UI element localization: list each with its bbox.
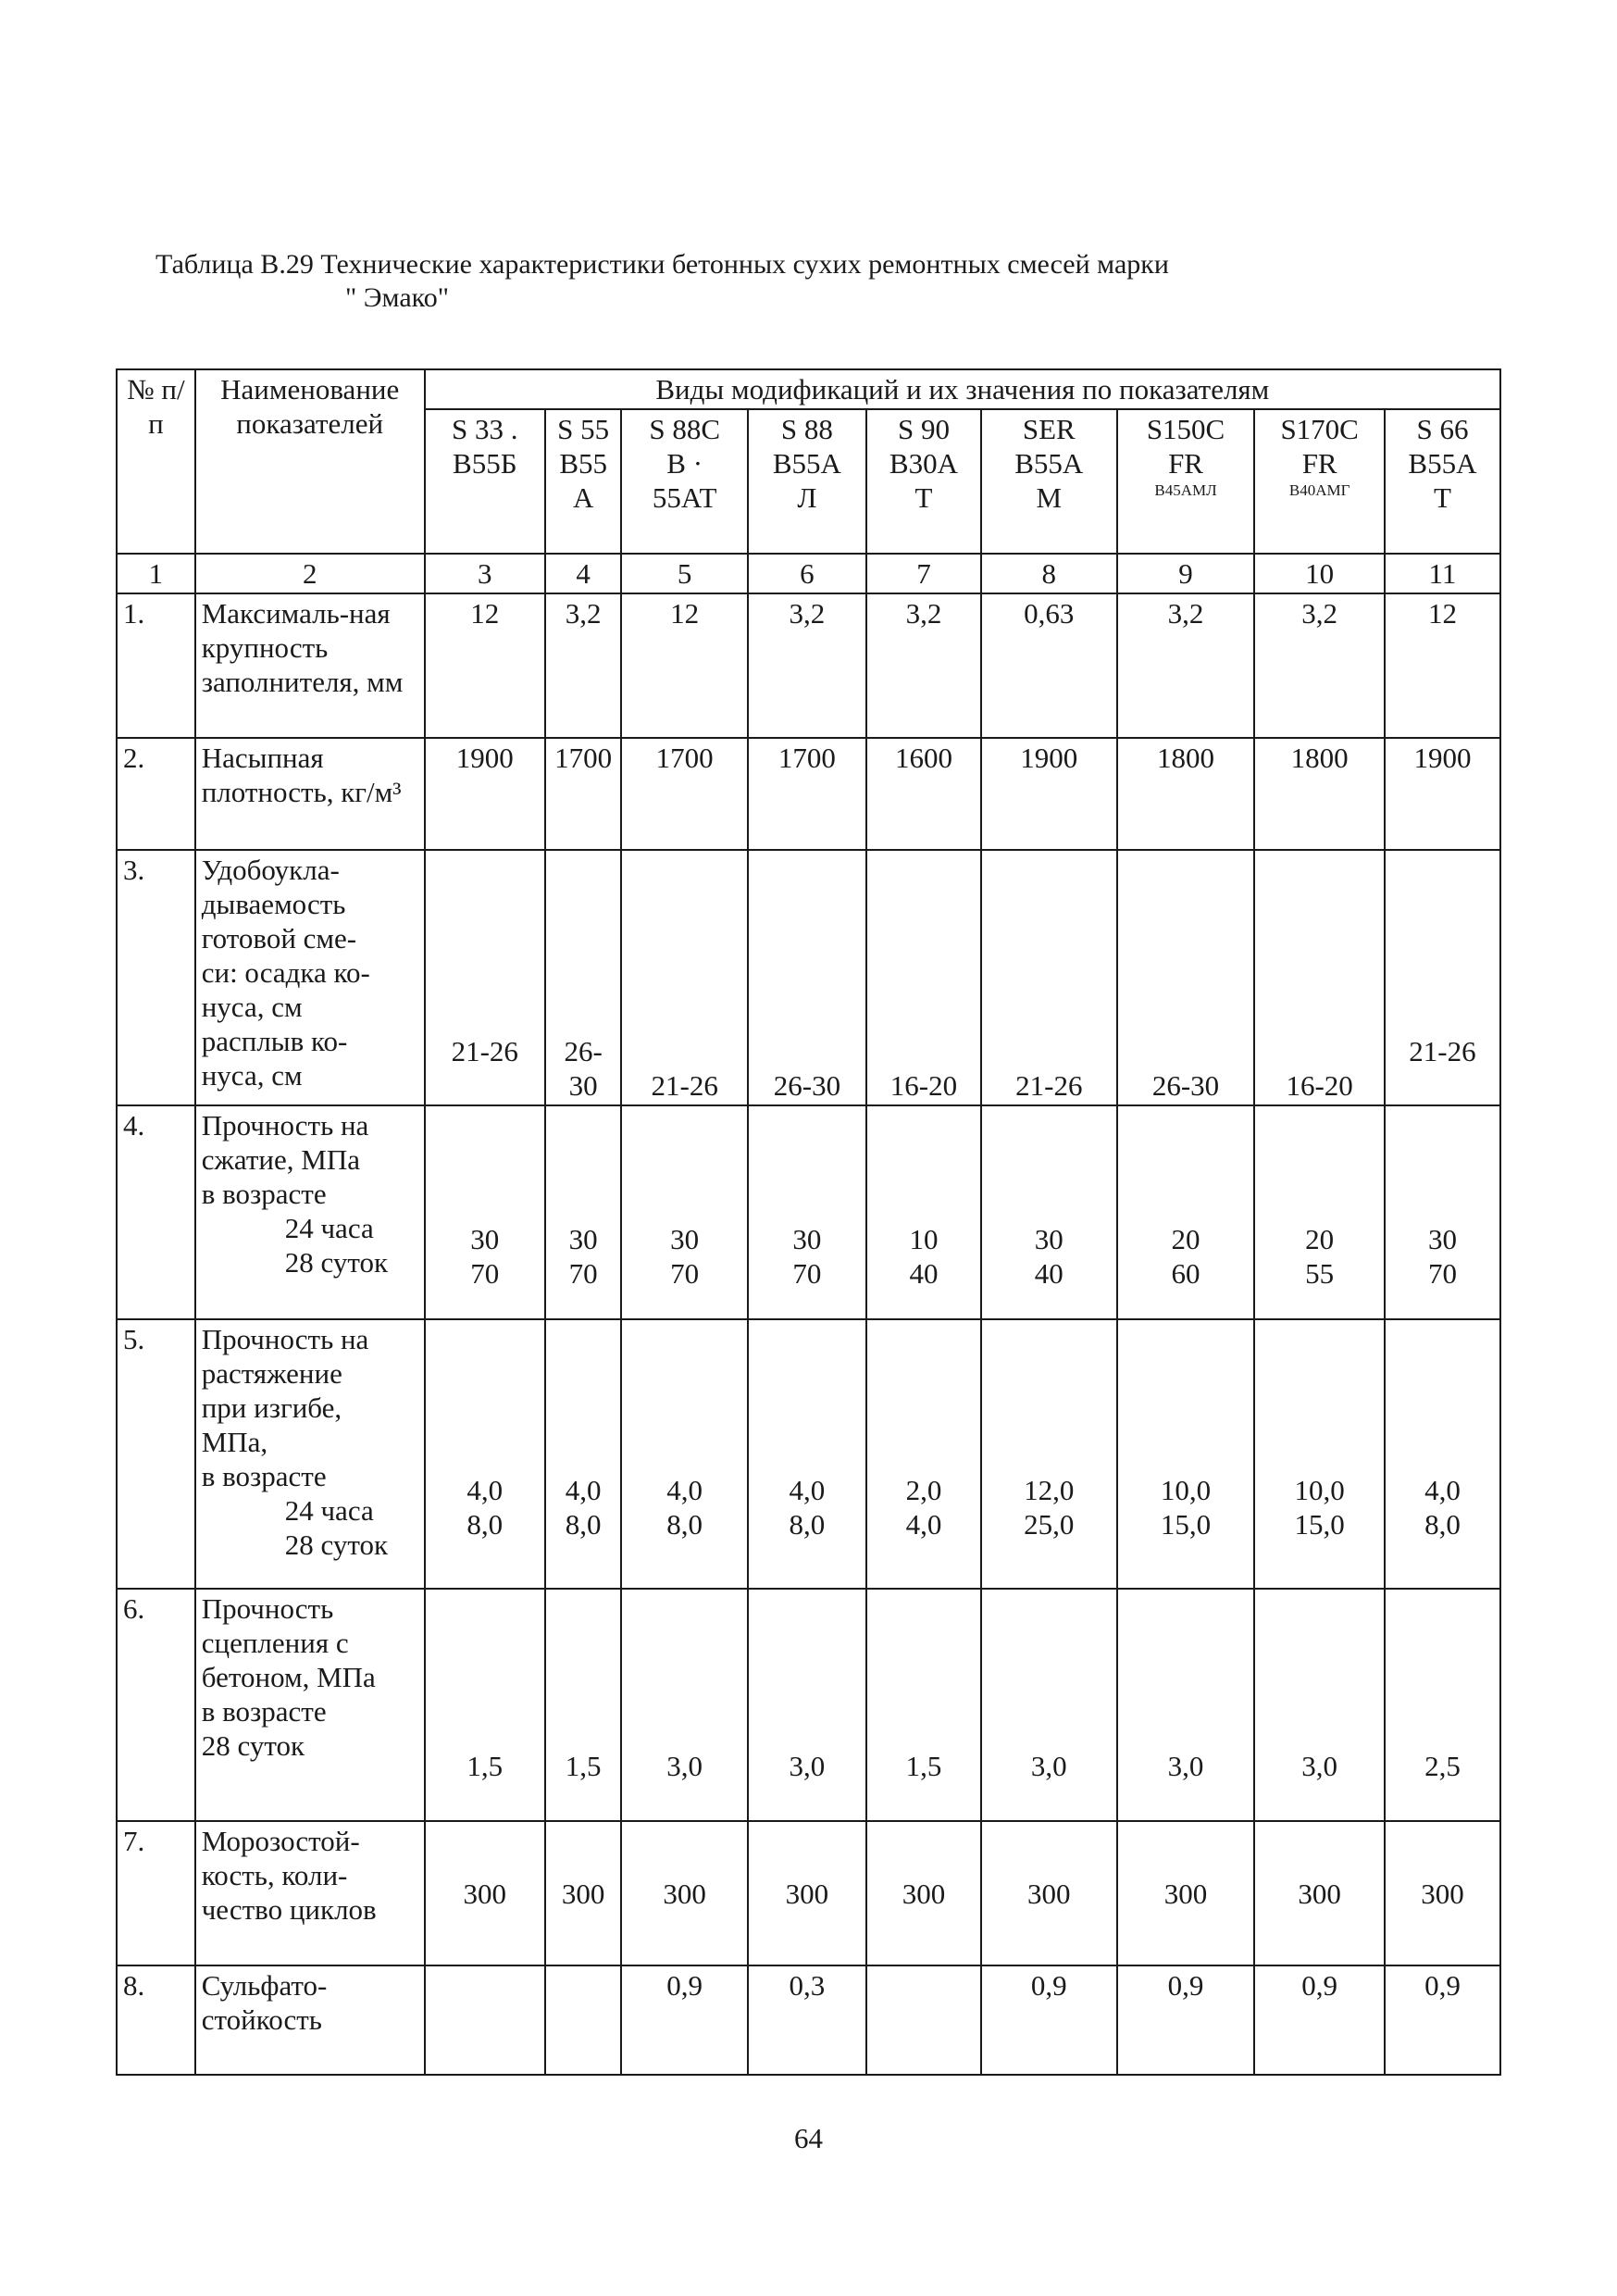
row-name-line: нуса, см (201, 1059, 303, 1092)
value-24h: 4,0 (1424, 1474, 1461, 1506)
row-name-line: кость, коли- (201, 1859, 348, 1891)
value-24h: 30 (1427, 1223, 1457, 1255)
value-cell: 0,9 (981, 1965, 1117, 2075)
value-28d: 70 (792, 1257, 822, 1290)
index-cell: 7 (866, 554, 981, 593)
table-row (117, 593, 1500, 738)
index-cell: 5 (621, 554, 747, 593)
osadka-value: 21-26 (1409, 1035, 1476, 1067)
table-row (117, 1965, 1500, 2075)
value-cell: 1,5 (545, 1589, 622, 1821)
row-name-line: Прочность на (201, 1323, 369, 1355)
column-code: В40АМГ (1288, 481, 1350, 499)
index-cell: 2 (195, 554, 425, 593)
row-name: Насыпная плотность, кг/м³ (195, 738, 425, 850)
row-name-line: сжатие, МПа (201, 1143, 360, 1176)
row-name-line: нуса, см (201, 991, 303, 1023)
index-row (117, 554, 1500, 593)
rasplyv-value: 26-30 (1151, 1069, 1220, 1102)
column-code: S 88С (649, 413, 720, 445)
value-28d: 55 (1305, 1257, 1335, 1290)
value-cell (425, 1319, 545, 1589)
row-name (195, 850, 425, 1105)
column-code: В55Б (453, 447, 517, 480)
table-row (117, 1319, 1500, 1589)
value-cell: 3,0 (748, 1589, 866, 1821)
column-code: 55АТ (652, 481, 717, 514)
value-cell: 0,9 (621, 1965, 747, 2075)
value-28d: 8,0 (789, 1508, 826, 1541)
column-header (748, 409, 866, 554)
header-group: Виды модификаций и их значения по показателям (425, 369, 1500, 409)
row-num: 6. (117, 1589, 195, 1821)
index-cell: 11 (1385, 554, 1500, 593)
column-header (1117, 409, 1255, 554)
index-cell: 9 (1117, 554, 1255, 593)
column-code: В55А (1014, 447, 1084, 480)
value-24h: 30 (792, 1223, 822, 1255)
column-header (1385, 409, 1500, 554)
value-cell: 0,63 (981, 593, 1117, 738)
column-header (621, 409, 747, 554)
value-cell: 3,2 (748, 593, 866, 738)
row-name-line: в возрасте (201, 1178, 327, 1210)
column-header (866, 409, 981, 554)
value-cell: 1,5 (866, 1589, 981, 1821)
row-num: 3. (117, 850, 195, 1105)
value-24h: 30 (670, 1223, 700, 1255)
value-cell: 300 (866, 1821, 981, 1965)
value-cell: 300 (1385, 1821, 1500, 1965)
value-cell: 3,2 (1254, 593, 1385, 738)
value-cell: 0,9 (1254, 1965, 1385, 2075)
value-cell: 1800 (1117, 738, 1255, 850)
row-name-line: в возрасте (201, 1695, 327, 1728)
row-num: 4. (117, 1105, 195, 1319)
value-24h: 10,0 (1294, 1474, 1345, 1506)
osadka-value (1124, 1034, 1249, 1068)
rasplyv-value: 21-26 (651, 1069, 718, 1102)
value-cell: 3,0 (1117, 1589, 1255, 1821)
value-28d: 70 (670, 1257, 700, 1290)
value-cell: 12 (621, 593, 747, 738)
value-28d: 60 (1171, 1257, 1200, 1290)
row-num: 5. (117, 1319, 195, 1589)
value-cell (1385, 850, 1500, 1105)
row-name (195, 1319, 425, 1589)
table-row (117, 1105, 1500, 1319)
row-num: 7. (117, 1821, 195, 1965)
row-name-line: 28 суток (201, 1729, 305, 1762)
row-name-line: си: осадка ко- (201, 956, 370, 989)
value-cell (1385, 1105, 1500, 1319)
value-28d: 40 (1034, 1257, 1063, 1290)
page-number: 64 (794, 2122, 823, 2154)
row-name-line: растяжение (201, 1357, 342, 1390)
value-24h: 10,0 (1160, 1474, 1212, 1506)
column-code: S 33 . (452, 413, 518, 445)
row-sub-label: 28 суток (284, 1246, 389, 1279)
column-header (1254, 409, 1385, 554)
value-28d: 8,0 (466, 1508, 504, 1541)
row-name (195, 1965, 425, 2075)
column-code: В55А (1408, 447, 1477, 480)
value-28d: 8,0 (565, 1508, 602, 1541)
value-24h: 30 (470, 1223, 500, 1255)
index-cell: 6 (748, 554, 866, 593)
value-28d: 4,0 (905, 1508, 942, 1541)
value-cell (866, 1319, 981, 1589)
column-header (425, 409, 545, 554)
index-cell: 4 (545, 554, 622, 593)
value-cell: 1600 (866, 738, 981, 850)
index-cell: 10 (1254, 554, 1385, 593)
row-num: 1. (117, 593, 195, 738)
value-24h: 30 (1034, 1223, 1063, 1255)
value-cell (1385, 1319, 1500, 1589)
value-cell (1254, 850, 1385, 1105)
row-num: 8. (117, 1965, 195, 2075)
value-cell: 1900 (1385, 738, 1500, 850)
column-code: В30А (889, 447, 958, 480)
column-code: В · (666, 447, 703, 480)
index-cell: 8 (981, 554, 1117, 593)
row-name-line: Прочность (201, 1592, 334, 1625)
value-28d: 8,0 (1424, 1508, 1461, 1541)
value-24h: 20 (1171, 1223, 1200, 1255)
value-cell (866, 1105, 981, 1319)
value-cell (748, 1319, 866, 1589)
value-cell (866, 1965, 981, 2075)
column-code: В45АМЛ (1154, 481, 1217, 499)
table-row (117, 850, 1500, 1105)
value-cell: 0,9 (1117, 1965, 1255, 2075)
osadka-value: 21-26 (451, 1035, 518, 1067)
row-name-line: готовой сме- (201, 922, 357, 955)
column-code: А (572, 481, 594, 514)
value-cell: 1,5 (425, 1589, 545, 1821)
value-cell: 0,9 (1385, 1965, 1500, 2075)
value-cell: 1700 (621, 738, 747, 850)
row-name-line: Сульфато- (201, 1969, 328, 2002)
value-cell: 3,0 (981, 1589, 1117, 1821)
index-cell: 1 (117, 554, 195, 593)
value-cell (621, 850, 747, 1105)
row-name-line: дываемость (201, 888, 346, 920)
index-cell: 3 (425, 554, 545, 593)
row-name-line: в возрасте (201, 1460, 327, 1492)
rasplyv-value: 16-20 (1286, 1069, 1353, 1102)
value-cell: 3,0 (621, 1589, 747, 1821)
value-28d: 15,0 (1294, 1508, 1345, 1541)
value-cell: 300 (425, 1821, 545, 1965)
row-sub-label: 24 часа (284, 1212, 374, 1244)
header-num: № п/п (117, 369, 195, 554)
osadka-value (988, 1034, 1111, 1068)
value-cell (981, 1319, 1117, 1589)
value-cell: 300 (545, 1821, 622, 1965)
table-row (117, 1821, 1500, 1965)
value-cell: 3,2 (1117, 593, 1255, 738)
row-name: Максималь-ная крупность заполнителя, мм (195, 593, 425, 738)
value-24h: 4,0 (666, 1474, 703, 1506)
row-name (195, 1821, 425, 1965)
value-cell: 3,2 (866, 593, 981, 738)
value-cell (545, 850, 622, 1105)
column-header (981, 409, 1117, 554)
value-cell: 12 (425, 593, 545, 738)
value-cell: 3,0 (1254, 1589, 1385, 1821)
column-code: S 66 (1416, 413, 1469, 445)
row-name (195, 1589, 425, 1821)
header-name: Наименование показателей (195, 369, 425, 554)
value-cell (425, 850, 545, 1105)
row-name-line: Морозостой- (201, 1825, 360, 1857)
value-cell: 2,5 (1385, 1589, 1500, 1821)
row-name-line: чество циклов (201, 1893, 377, 1926)
row-name-line: при изгибе, (201, 1391, 342, 1424)
table-caption (155, 248, 1169, 315)
value-cell (981, 850, 1117, 1105)
column-code: S 55 (557, 413, 610, 445)
row-name-line: Удобоукла- (201, 854, 340, 886)
value-cell (621, 1319, 747, 1589)
column-code: В55 (559, 447, 607, 480)
value-28d: 40 (909, 1257, 939, 1290)
caption-line-2: " Эмако" (345, 282, 449, 313)
value-24h: 4,0 (466, 1474, 504, 1506)
osadka-value (754, 1034, 860, 1068)
caption-line-1: Таблица В.29 Технические характеристики бетонных сухих ремонтных смесей марки (155, 249, 1169, 280)
value-cell: 1900 (425, 738, 545, 850)
column-code: Т (1433, 481, 1451, 514)
column-code: S 90 (897, 413, 950, 445)
column-code: Л (797, 481, 817, 514)
table-row (117, 1589, 1500, 1821)
row-sub-label: 24 часа (284, 1494, 374, 1527)
column-code: FR (1168, 447, 1203, 480)
value-cell (425, 1965, 545, 2075)
value-cell (545, 1105, 622, 1319)
value-24h: 12,0 (1024, 1474, 1075, 1506)
row-name-line: бетоном, МПа (201, 1661, 376, 1693)
column-code: SER (1022, 413, 1076, 445)
rasplyv-value: 16-20 (889, 1069, 958, 1102)
value-cell: 12 (1385, 593, 1500, 738)
value-cell: 0,3 (748, 1965, 866, 2075)
osadka-value (552, 1000, 616, 1034)
row-name-line: расплыв ко- (201, 1025, 348, 1057)
value-28d: 8,0 (666, 1508, 703, 1541)
rasplyv-value (1391, 1068, 1494, 1103)
value-cell (981, 1105, 1117, 1319)
rasplyv-value (431, 1068, 539, 1103)
column-code: S 88 (780, 413, 833, 445)
row-name-line: Прочность на (201, 1109, 369, 1142)
row-name-line: стойкость (201, 2003, 322, 2036)
value-cell: 300 (748, 1821, 866, 1965)
column-code: FR (1301, 447, 1337, 480)
row-name-line: МПа, (201, 1426, 268, 1458)
value-28d: 15,0 (1160, 1508, 1212, 1541)
value-cell (1117, 1105, 1255, 1319)
rasplyv-value: 26-30 (564, 1035, 603, 1102)
spec-table (116, 368, 1501, 2076)
column-header (545, 409, 622, 554)
column-code: S170C (1280, 413, 1359, 445)
value-cell (748, 1105, 866, 1319)
value-24h: 2,0 (905, 1474, 942, 1506)
osadka-value (628, 1034, 740, 1068)
header-row (117, 369, 1500, 409)
column-code: В55А (772, 447, 841, 480)
value-28d: 70 (568, 1257, 598, 1290)
value-cell (866, 850, 981, 1105)
column-code: Т (914, 481, 933, 514)
value-cell (425, 1105, 545, 1319)
value-cell (545, 1965, 622, 2075)
value-cell: 300 (981, 1821, 1117, 1965)
table-row (117, 738, 1500, 850)
value-cell: 300 (1254, 1821, 1385, 1965)
value-cell: 1700 (545, 738, 622, 850)
rasplyv-value: 26-30 (773, 1069, 841, 1102)
column-code: М (1036, 481, 1063, 514)
value-cell (1254, 1105, 1385, 1319)
value-cell (1254, 1319, 1385, 1589)
value-28d: 70 (470, 1257, 500, 1290)
value-24h: 20 (1305, 1223, 1335, 1255)
value-28d: 70 (1427, 1257, 1457, 1290)
value-28d: 25,0 (1024, 1508, 1075, 1541)
value-24h: 30 (568, 1223, 598, 1255)
value-cell: 1900 (981, 738, 1117, 850)
value-24h: 4,0 (565, 1474, 602, 1506)
value-cell: 1800 (1254, 738, 1385, 850)
row-sub-label: 28 суток (284, 1529, 389, 1561)
row-num: 2. (117, 738, 195, 850)
value-cell (748, 850, 866, 1105)
value-cell: 300 (1117, 1821, 1255, 1965)
osadka-value (873, 1034, 975, 1068)
value-cell (621, 1105, 747, 1319)
value-24h: 4,0 (789, 1474, 826, 1506)
osadka-value (1261, 1034, 1378, 1068)
value-24h: 10 (909, 1223, 939, 1255)
value-cell: 3,2 (545, 593, 622, 738)
row-name-line: сцепления с (201, 1627, 349, 1659)
column-code: S150C (1146, 413, 1225, 445)
value-cell (1117, 1319, 1255, 1589)
value-cell: 300 (621, 1821, 747, 1965)
value-cell: 1700 (748, 738, 866, 850)
rasplyv-value: 21-26 (1015, 1069, 1083, 1102)
value-cell (545, 1319, 622, 1589)
value-cell (1117, 850, 1255, 1105)
row-name (195, 1105, 425, 1319)
